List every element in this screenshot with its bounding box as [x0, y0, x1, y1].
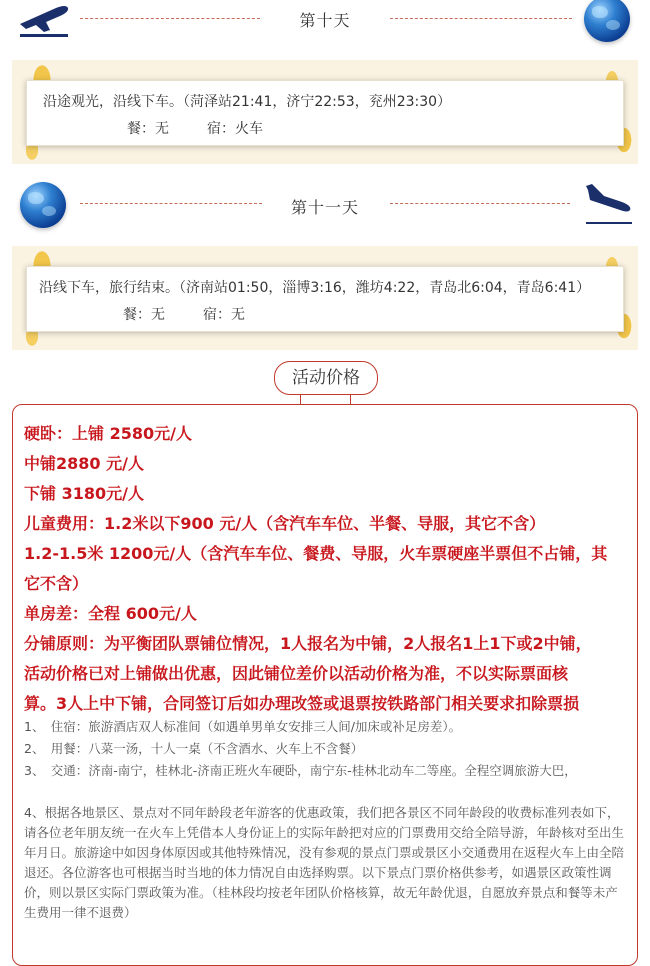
day-10-meal: 餐：无	[127, 121, 169, 137]
price-line-child-fee: 儿童费用：1.2米以下900 元/人（含汽车车位、半餐、导服，其它不含）	[24, 514, 546, 533]
day-title: 第十天	[299, 11, 351, 30]
divider-left	[80, 18, 260, 19]
tag-connector-right	[350, 394, 351, 404]
note-accommodation: 1、 住宿：旅游酒店双人标准间（如遇单男单女安排三人间/加床或补足房差）。	[24, 719, 462, 734]
divider-right	[390, 203, 570, 204]
globe-icon	[584, 0, 630, 42]
price-line-middle-berth: 中铺2880 元/人	[24, 454, 144, 473]
day-11-card-background	[12, 246, 638, 350]
price-line-child-1-2-1-5-cont: 它不含）	[24, 574, 89, 593]
price-section-header	[0, 358, 650, 404]
day-title: 第十一天	[290, 198, 359, 217]
day-10-card	[26, 80, 624, 146]
price-line-single-supplement: 单房差：全程 600元/人	[24, 604, 197, 623]
note-meals: 2、 用餐：八菜一汤，十人一桌（不含酒水、火车上不含餐）	[24, 741, 364, 756]
note-age-policy: 4、根据各地景区、景点对不同年龄段老年游客的优惠政策，我们把各景区不同年龄段的收费标准列表如下，请各位老年朋友统一在火车上凭借本人身份证上的实际年龄把对应的门票费用交给全陪导游，年龄核对至出生年月日。旅游途中如因身体原因或其他特殊情况，没有参观的景点门票或景区小交通费用在返程火车上由全陪退还。各位游客也可根据当时当地的体力情况自由选择购票。以下景点门票价格供参考，如遇景区政策性调价，则以景区实际门票政策为准。（桂林段均按老年团队价格核算，故无年龄优退，自愿放弃景点和餐等未产生费用一律不退费）	[24, 805, 625, 920]
price-line-berth-rule-2: 活动价格已对上铺做出优惠，因此铺位差价以活动价格为准，不以实际票面核	[24, 664, 569, 683]
price-tag: 活动价格	[274, 361, 378, 395]
price-line-berth-rule-1: 分铺原则：为平衡团队票铺位情况，1人报名为中铺，2人报名1上1下或2中铺，	[24, 634, 592, 653]
day-10-description: 沿途观光，沿线下车。（菏泽站21:41，济宁22:53，兖州23:30）	[43, 94, 452, 110]
day-10-stay: 宿：火车	[207, 121, 263, 137]
plane-takeoff-icon	[16, 0, 72, 38]
day-11-card	[26, 266, 624, 332]
plane-landing-icon	[580, 180, 636, 224]
day-11-description: 沿线下车，旅行结束。（济南站01:50，淄博3:16，潍坊4:22，青岛北6:04，青岛6:41）	[39, 280, 591, 296]
price-line-berth-rule-3: 算。3人上中下铺，合同签订后如办理改签或退票按铁路部门相关要求扣除票损	[24, 694, 580, 713]
divider-right	[390, 18, 572, 19]
price-line-hard-sleeper-upper: 硬卧：上铺 2580元/人	[24, 424, 192, 443]
divider-left	[80, 203, 262, 204]
globe-icon	[20, 182, 66, 228]
day-10-header	[0, 0, 650, 44]
price-line-lower-berth: 下铺 3180元/人	[24, 484, 144, 503]
day-11-stay: 宿：无	[203, 307, 245, 323]
price-details-box	[12, 404, 638, 966]
day-10-card-background	[12, 60, 638, 164]
price-line-child-1-2-1-5: 1.2-1.5米 1200元/人（含汽车车位、餐费、导服，火车票硬座半票但不占铺，其	[24, 544, 608, 563]
day-11-meal: 餐：无	[123, 307, 165, 323]
note-transport: 3、 交通：济南-南宁，桂林北-济南正班火车硬卧，南宁东-桂林北动车二等座。全程空调旅游大巴，	[24, 763, 577, 778]
day-11-header	[0, 182, 650, 226]
tag-connector-left	[300, 394, 301, 404]
